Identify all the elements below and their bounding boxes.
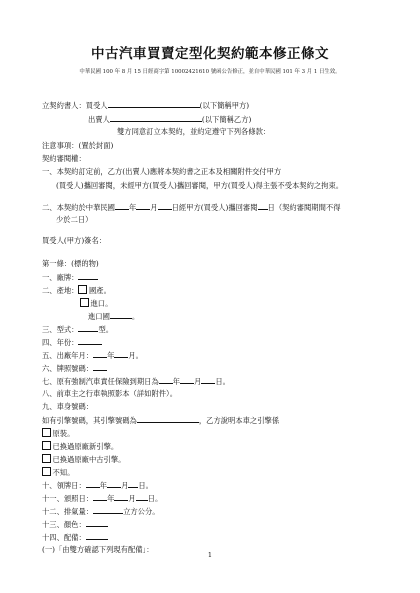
- color-line: [42, 519, 108, 530]
- engine-used-checkbox[interactable]: [42, 454, 51, 463]
- party-buyer-line: [42, 100, 249, 111]
- displacement-label: 十二、排氣量：: [42, 507, 94, 516]
- brand-line: [42, 272, 98, 283]
- insurance-day-label: 日。: [215, 377, 230, 386]
- review-month-field[interactable]: [136, 202, 150, 210]
- issue-month-label: 月: [128, 494, 136, 503]
- license-year-field[interactable]: [86, 480, 100, 488]
- buyer-suffix: (以下簡稱甲方): [199, 101, 250, 110]
- month-label: 月: [150, 203, 158, 212]
- engine-unknown-label: 不知。: [52, 468, 75, 477]
- license-date-line: [42, 480, 153, 491]
- origin-line: [42, 285, 111, 296]
- year-line: [42, 337, 102, 348]
- review-year-field[interactable]: [115, 202, 129, 210]
- displacement-unit: 立方公分。: [123, 507, 160, 516]
- issue-year-label: 年: [107, 494, 115, 503]
- review-heading: 契約審閱權：: [42, 154, 86, 163]
- review-item-2-suffix: 日（契約審閱期間不得: [267, 203, 341, 212]
- import-country-field[interactable]: [110, 311, 132, 319]
- plate-field[interactable]: [93, 363, 107, 371]
- model-field[interactable]: [78, 324, 98, 332]
- registration-line: 八、前車主之行車執照影本（詳如附件）。: [42, 389, 177, 398]
- insurance-day-field[interactable]: [201, 376, 215, 384]
- model-suffix: 型。: [98, 325, 114, 334]
- party-seller-line: [88, 114, 251, 125]
- review-item-2-prefix: 二、本契約於中華民國: [42, 203, 115, 212]
- engine-number-line: [42, 415, 279, 426]
- announcement-notice: 中華民國 100 年 8 月 15 日經商字第 10002421610 號函公告修正，並自中華民國 101 年 3 月 1 日生效。: [79, 69, 341, 75]
- engine-used-label: 已換過原廠中古引擎。: [52, 455, 126, 464]
- import-line: [80, 298, 112, 309]
- review-day-field[interactable]: [158, 202, 172, 210]
- displacement-field[interactable]: [93, 506, 123, 514]
- origin-label: 二、產地：: [42, 286, 79, 295]
- seller-label: 出賣人: [88, 115, 110, 124]
- year-label: 年: [128, 203, 137, 212]
- issue-day-field[interactable]: [136, 493, 148, 501]
- engine-new-label: 已換過原廠新引擎。: [52, 442, 119, 451]
- agreement-text: 雙方同意訂立本契約，並約定遵守下列各條款：: [117, 127, 271, 136]
- document-title: 中古汽車買賣定型化契約範本修正條文: [91, 46, 329, 62]
- insurance-month-field[interactable]: [180, 376, 194, 384]
- engine-number-suffix: ，乙方說明本車之引擎係: [198, 416, 280, 425]
- model-label: 三、型式：: [42, 325, 79, 334]
- buyer-label: 買受人: [85, 101, 108, 110]
- plate-label: 六、牌照號碼：: [42, 364, 94, 373]
- issue-year-field[interactable]: [93, 493, 107, 501]
- year-made-field[interactable]: [78, 337, 102, 345]
- brand-label: 一、廠牌：: [42, 273, 79, 282]
- import-checkbox[interactable]: [80, 298, 89, 307]
- equipment-label: 十四、配備：: [42, 533, 86, 542]
- domestic-checkbox[interactable]: [78, 285, 87, 294]
- article-1-heading: 第一條：(標的物): [42, 259, 99, 268]
- buyer-signature-label: 買受人(甲方)簽名：: [42, 236, 107, 245]
- domestic-label: 國產。: [88, 286, 111, 295]
- color-label: 十三、顏色：: [42, 520, 86, 529]
- engine-unknown-checkbox[interactable]: [42, 467, 51, 476]
- insurance-year-field[interactable]: [159, 376, 173, 384]
- review-item-2-line-1: [42, 202, 341, 213]
- model-line: [42, 324, 113, 335]
- factory-date-label: 五、出廠年月：: [42, 351, 94, 360]
- factory-year-field[interactable]: [93, 350, 107, 358]
- page-number: 1: [207, 551, 213, 559]
- seller-suffix: (以下簡稱乙方): [201, 115, 252, 124]
- insurance-year-label: 年: [172, 377, 181, 386]
- review-item-1-line-2: (買受人)攜回審閱，未經甲方(買受人)攜回審閱，甲方(買受人)得主張不受本契約之拘束。: [56, 181, 344, 190]
- import-country-end: 。: [131, 312, 140, 321]
- import-label: 進口。: [90, 299, 113, 308]
- cover-note: 注意事項：(置於封面): [42, 141, 114, 150]
- engine-option-2: [42, 441, 118, 452]
- license-month-field[interactable]: [107, 480, 121, 488]
- license-date-label: 十、領牌日：: [42, 481, 86, 490]
- license-year-label: 年: [99, 481, 108, 490]
- engine-new-checkbox[interactable]: [42, 441, 51, 450]
- body-number-line: 九、車身號碼：: [42, 402, 94, 411]
- seller-name-field[interactable]: [110, 114, 202, 122]
- issue-date-label: 十一、頒照日：: [42, 494, 94, 503]
- insurance-month-label: 月: [194, 377, 202, 386]
- license-month-label: 月: [121, 481, 129, 490]
- insurance-line: [42, 376, 230, 387]
- license-day-field[interactable]: [128, 480, 138, 488]
- parties-prefix: 立契約書人：: [42, 101, 86, 110]
- plate-line: [42, 363, 107, 374]
- issue-month-field[interactable]: [114, 493, 128, 501]
- equipment-item-1: (一)「由雙方確認下列現有配備」：: [42, 545, 154, 554]
- color-field[interactable]: [86, 519, 108, 527]
- review-item-2-line-2: 少於二日）: [56, 215, 93, 224]
- import-country-line: [88, 311, 139, 322]
- license-day-label: 日。: [138, 481, 153, 490]
- review-item-1-line-1: 一、本契約訂定前，乙方(出賣人)應將本契約書之正本及相關附件交付甲方: [42, 167, 282, 176]
- factory-date-line: [42, 350, 143, 361]
- engine-original-checkbox[interactable]: [42, 428, 51, 437]
- engine-number-field[interactable]: [137, 415, 199, 423]
- brand-field[interactable]: [78, 272, 98, 280]
- equipment-line: [42, 532, 108, 543]
- factory-month-label: 月。: [128, 351, 143, 360]
- review-days-field[interactable]: [258, 202, 268, 210]
- engine-option-4: [42, 467, 74, 478]
- engine-original-label: 原裝。: [52, 429, 75, 438]
- year-made-label: 四、年份：: [42, 338, 79, 347]
- engine-number-label: 如有引擎號碼，其引擎號碼為: [42, 416, 137, 425]
- insurance-label: 七、原有強制汽車責任保險到期日為: [42, 377, 159, 386]
- factory-year-label: 年: [107, 351, 115, 360]
- buyer-name-field[interactable]: [108, 100, 200, 108]
- factory-month-field[interactable]: [114, 350, 128, 358]
- displacement-line: [42, 506, 160, 517]
- engine-option-1: [42, 428, 74, 439]
- equipment-field[interactable]: [86, 532, 108, 540]
- engine-option-3: [42, 454, 125, 465]
- review-item-2-middle: 日經甲方(買受人)攜回審閱: [171, 203, 258, 212]
- import-country-label: 進口國: [88, 312, 110, 321]
- issue-date-line: [42, 493, 162, 504]
- issue-day-label: 日。: [147, 494, 163, 503]
